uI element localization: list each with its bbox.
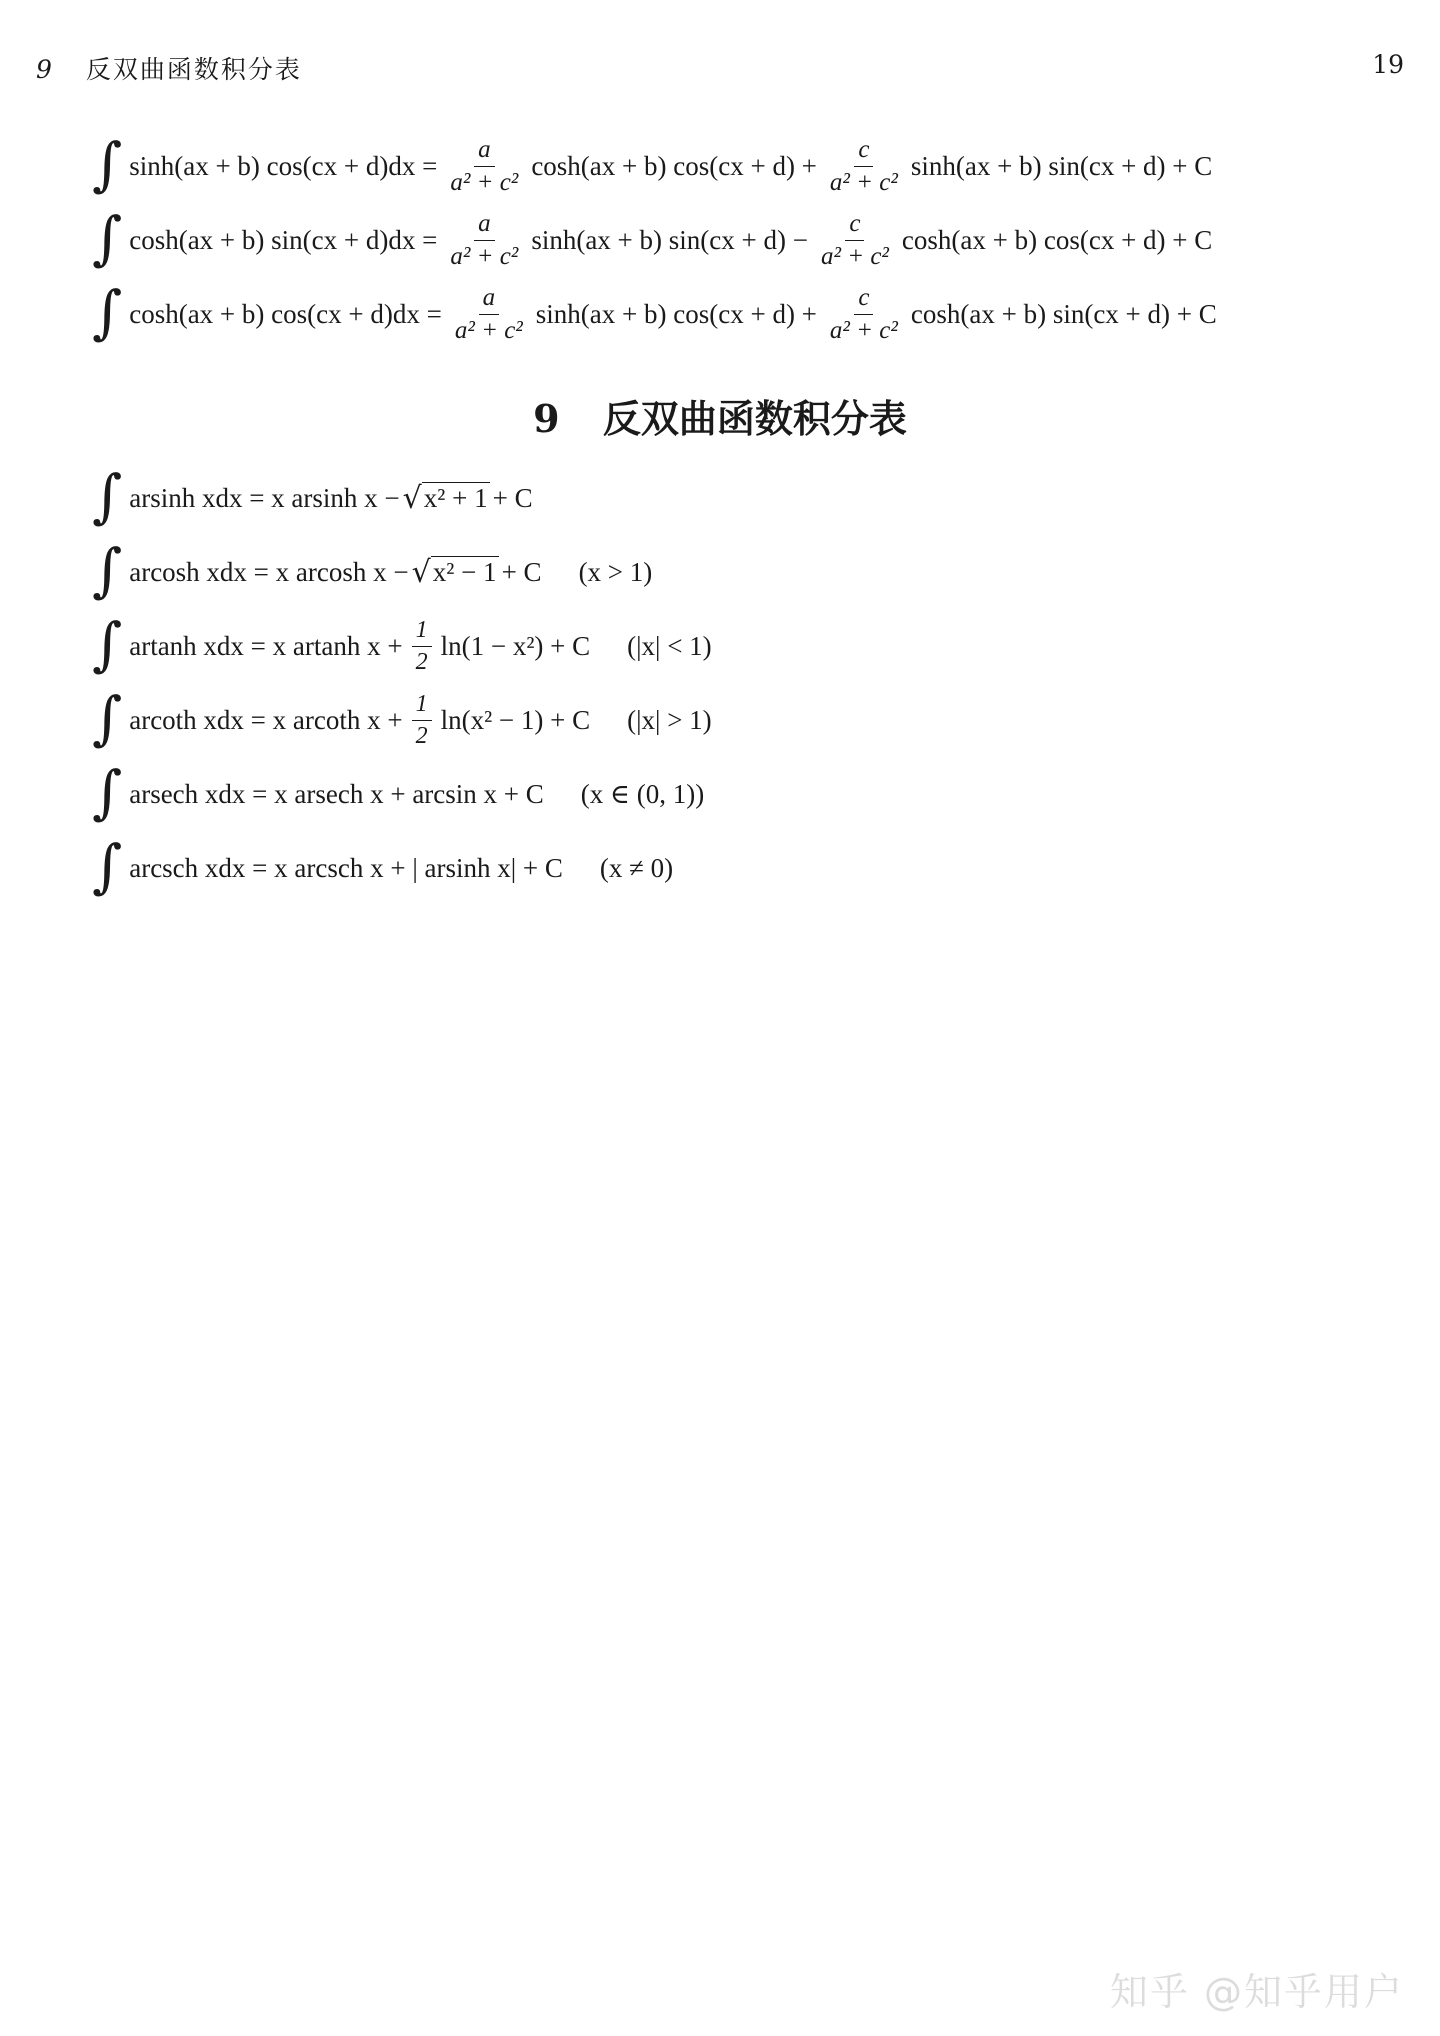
tail-term: cosh(ax + b) sin(cx + d) + C: [910, 298, 1217, 329]
tail-term: cosh(ax + b) cos(cx + d) + C: [901, 224, 1213, 255]
radicand: x² + 1: [423, 483, 488, 513]
equation-cosh-cos: [92, 278, 1220, 350]
equation-condition: (|x| < 1): [627, 630, 712, 661]
fraction-numerator: c: [854, 284, 873, 315]
fraction-denominator: a² + c²: [829, 168, 898, 196]
section-number: 9: [533, 396, 560, 441]
integrand: sinh(ax + b) cos(cx + d)dx =: [129, 150, 438, 181]
fraction-numerator: 1: [412, 691, 432, 721]
fraction-numerator: c: [854, 136, 873, 167]
equation-after: ln(1 − x²) + C: [440, 630, 591, 661]
fraction: [451, 284, 527, 345]
equation-lhs: artanh xdx = x artanh x +: [129, 630, 403, 661]
equation-sinh-cos: [92, 130, 1215, 202]
fraction-denominator: 2: [415, 648, 428, 675]
tail-term: sinh(ax + b) sin(cx + d) + C: [910, 150, 1213, 181]
equation-arsinh: [92, 462, 536, 534]
equation-lhs: arsech xdx = x arsech x + arcsin x + C: [129, 778, 544, 809]
equation-artanh: [92, 610, 712, 682]
fraction: [446, 136, 522, 197]
equation-after: + C: [492, 482, 533, 513]
section-title: [0, 388, 1440, 443]
radical-icon: √: [402, 480, 422, 516]
middle-term: sinh(ax + b) sin(cx + d) −: [531, 224, 808, 255]
equation-lhs: arcsch xdx = x arcsch x + | arsinh x| + C: [129, 852, 563, 883]
fraction-denominator: a² + c²: [829, 316, 898, 344]
equation-lhs: arcosh xdx = x arcosh x −: [129, 556, 409, 587]
equation-arcsch: [92, 832, 673, 904]
equation-condition: (|x| > 1): [627, 704, 712, 735]
integral-icon: ∫: [92, 832, 123, 900]
integrand: cosh(ax + b) cos(cx + d)dx =: [129, 298, 442, 329]
integral-icon: ∫: [92, 278, 123, 346]
middle-term: cosh(ax + b) cos(cx + d) +: [531, 150, 817, 181]
square-root: [403, 481, 490, 516]
equation-lhs: arsinh xdx = x arsinh x −: [129, 482, 400, 513]
equation-after: ln(x² − 1) + C: [440, 704, 591, 735]
equation-arcoth: [92, 684, 712, 756]
integral-icon: ∫: [92, 684, 123, 752]
page-number: 19: [1372, 50, 1404, 79]
fraction-numerator: a: [479, 284, 500, 315]
equation-arcosh: [92, 536, 652, 608]
fraction: [817, 210, 893, 271]
fraction-denominator: a² + c²: [450, 168, 519, 196]
fraction-numerator: a: [474, 136, 495, 167]
fraction-denominator: 2: [415, 722, 428, 749]
square-root: [412, 555, 499, 590]
fraction: [826, 136, 902, 197]
equation-lhs: arcoth xdx = x arcoth x +: [129, 704, 403, 735]
equation-condition: (x ≠ 0): [599, 852, 674, 883]
integral-icon: ∫: [92, 204, 123, 272]
fraction-numerator: 1: [412, 617, 432, 647]
equation-condition: (x ∈ (0, 1)): [580, 778, 705, 809]
fraction-denominator: a² + c²: [820, 242, 889, 270]
radicand: x² − 1: [432, 557, 497, 587]
integral-icon: ∫: [92, 758, 123, 826]
running-head-number: 9: [36, 55, 52, 84]
fraction: [446, 210, 522, 271]
middle-term: sinh(ax + b) cos(cx + d) +: [535, 298, 817, 329]
running-head-title: 反双曲函数积分表: [85, 55, 302, 84]
integral-icon: ∫: [92, 462, 123, 530]
running-head: [36, 50, 302, 86]
fraction: [412, 691, 432, 750]
equation-arsech: [92, 758, 704, 830]
equation-after: + C: [501, 556, 542, 587]
fraction: [826, 284, 902, 345]
equation-condition: (x > 1): [578, 556, 653, 587]
fraction: [412, 617, 432, 676]
fraction-denominator: a² + c²: [450, 242, 519, 270]
fraction-denominator: a² + c²: [454, 316, 523, 344]
integrand: cosh(ax + b) sin(cx + d)dx =: [129, 224, 438, 255]
section-title-text: 反双曲函数积分表: [602, 397, 907, 441]
fraction-numerator: a: [474, 210, 495, 241]
radical-icon: √: [411, 554, 431, 590]
integral-icon: ∫: [92, 130, 123, 198]
watermark: 知乎 @知乎用户: [1109, 1970, 1404, 2014]
integral-icon: ∫: [92, 610, 123, 678]
fraction-numerator: c: [845, 210, 864, 241]
integral-icon: ∫: [92, 536, 123, 604]
equation-cosh-sin: [92, 204, 1215, 276]
